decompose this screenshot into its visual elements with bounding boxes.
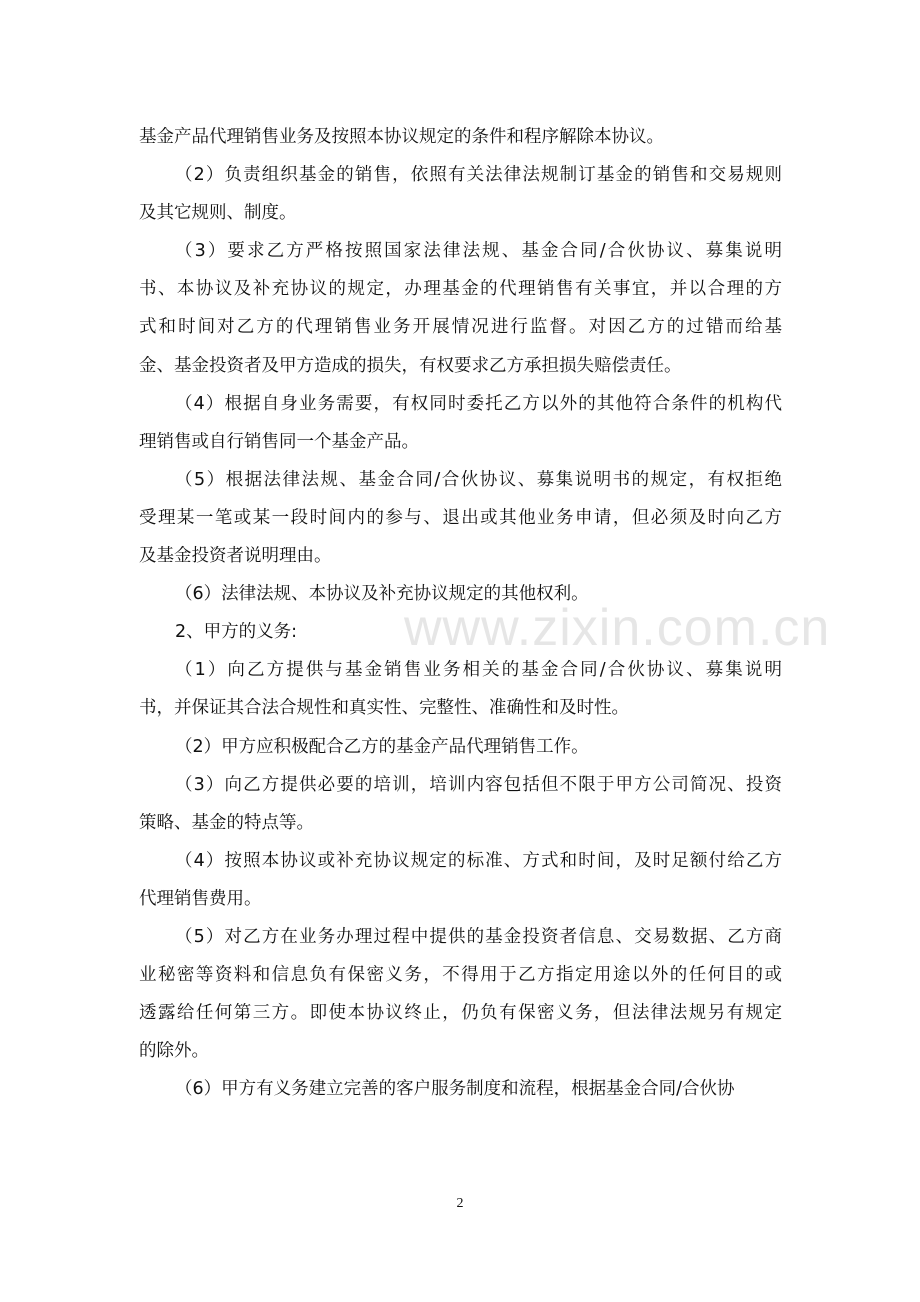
text-line: （5）根据法律法规、基金合同/合伙协议、募集说明书的规定，有权拒绝: [175, 469, 782, 490]
paragraph: [139, 156, 782, 232]
text-line: 及基金投资者说明理由。: [139, 546, 332, 567]
text-line: （2）甲方应积极配合乙方的基金产品代理销售工作。: [175, 736, 589, 757]
text-line: 的除外。: [139, 1041, 209, 1062]
paragraph: [139, 118, 782, 156]
text-line: 2、甲方的义务:: [175, 622, 298, 643]
text-line: （5）对乙方在业务办理过程中提供的基金投资者信息、交易数据、乙方商: [175, 926, 782, 947]
text-line: 策略、基金的特点等。: [139, 812, 314, 833]
paragraph: [139, 728, 782, 766]
text-line: （1）向乙方提供与基金销售业务相关的基金合同/合伙协议、募集说明: [175, 660, 782, 681]
text-line: （6）甲方有义务建立完善的客户服务制度和流程，根据基金合同/合伙协: [175, 1079, 735, 1100]
text-line: 基金产品代理销售业务及按照本协议规定的条件和程序解除本协议。: [139, 127, 664, 147]
paragraph: [139, 385, 782, 461]
paragraph: [139, 232, 782, 384]
paragraph: [139, 613, 782, 651]
page-number: 2: [456, 1196, 464, 1211]
text-line: 及其它规则、制度。: [139, 203, 297, 224]
text-line: 代理销售费用。: [139, 888, 262, 909]
text-line: 式和时间对乙方的代理销售业务开展情况进行监督。对因乙方的过错而给基: [139, 317, 782, 338]
text-line: 书、本协议及补充协议的规定，办理基金的代理销售有关事宜，并以合理的方: [139, 279, 782, 300]
text-line: （2）负责组织基金的销售，依照有关法律法规制订基金的销售和交易规则: [175, 165, 782, 186]
text-line: （3）向乙方提供必要的培训，培训内容包括但不限于甲方公司简况、投资: [175, 774, 782, 795]
text-line: 业秘密等资料和信息负有保密义务，不得用于乙方指定用途以外的任何目的或: [139, 965, 782, 986]
document-body: [139, 118, 782, 1108]
paragraph: [139, 766, 782, 842]
text-line: （4）按照本协议或补充协议规定的标准、方式和时间，及时足额付给乙方: [175, 850, 782, 871]
text-line: （6）法律法规、本协议及补充协议规定的其他权利。: [175, 584, 589, 605]
text-line: 透露给任何第三方。即使本协议终止，仍负有保密义务，但法律法规另有规定: [139, 1003, 782, 1024]
text-line: 理销售或自行销售同一个基金产品。: [139, 431, 419, 452]
watermark: www.zixin.com.cn: [404, 599, 831, 657]
paragraph: [139, 651, 782, 727]
text-line: 受理某一笔或某一段时间内的参与、退出或其他业务申请，但必须及时向乙方: [139, 507, 782, 528]
paragraph: [139, 1070, 782, 1108]
text-line: （3）要求乙方严格按照国家法律法规、基金合同/合伙协议、募集说明: [175, 241, 782, 262]
paragraph: [139, 575, 782, 613]
text-line: （4）根据自身业务需要，有权同时委托乙方以外的其他符合条件的机构代: [175, 393, 782, 414]
paragraph: [139, 918, 782, 1070]
paragraph: [139, 461, 782, 575]
text-line: 金、基金投资者及甲方造成的损失，有权要求乙方承担损失赔偿责任。: [139, 355, 682, 376]
paragraph: [139, 842, 782, 918]
text-line: 书，并保证其合法合规性和真实性、完整性、准确性和及时性。: [139, 698, 629, 719]
